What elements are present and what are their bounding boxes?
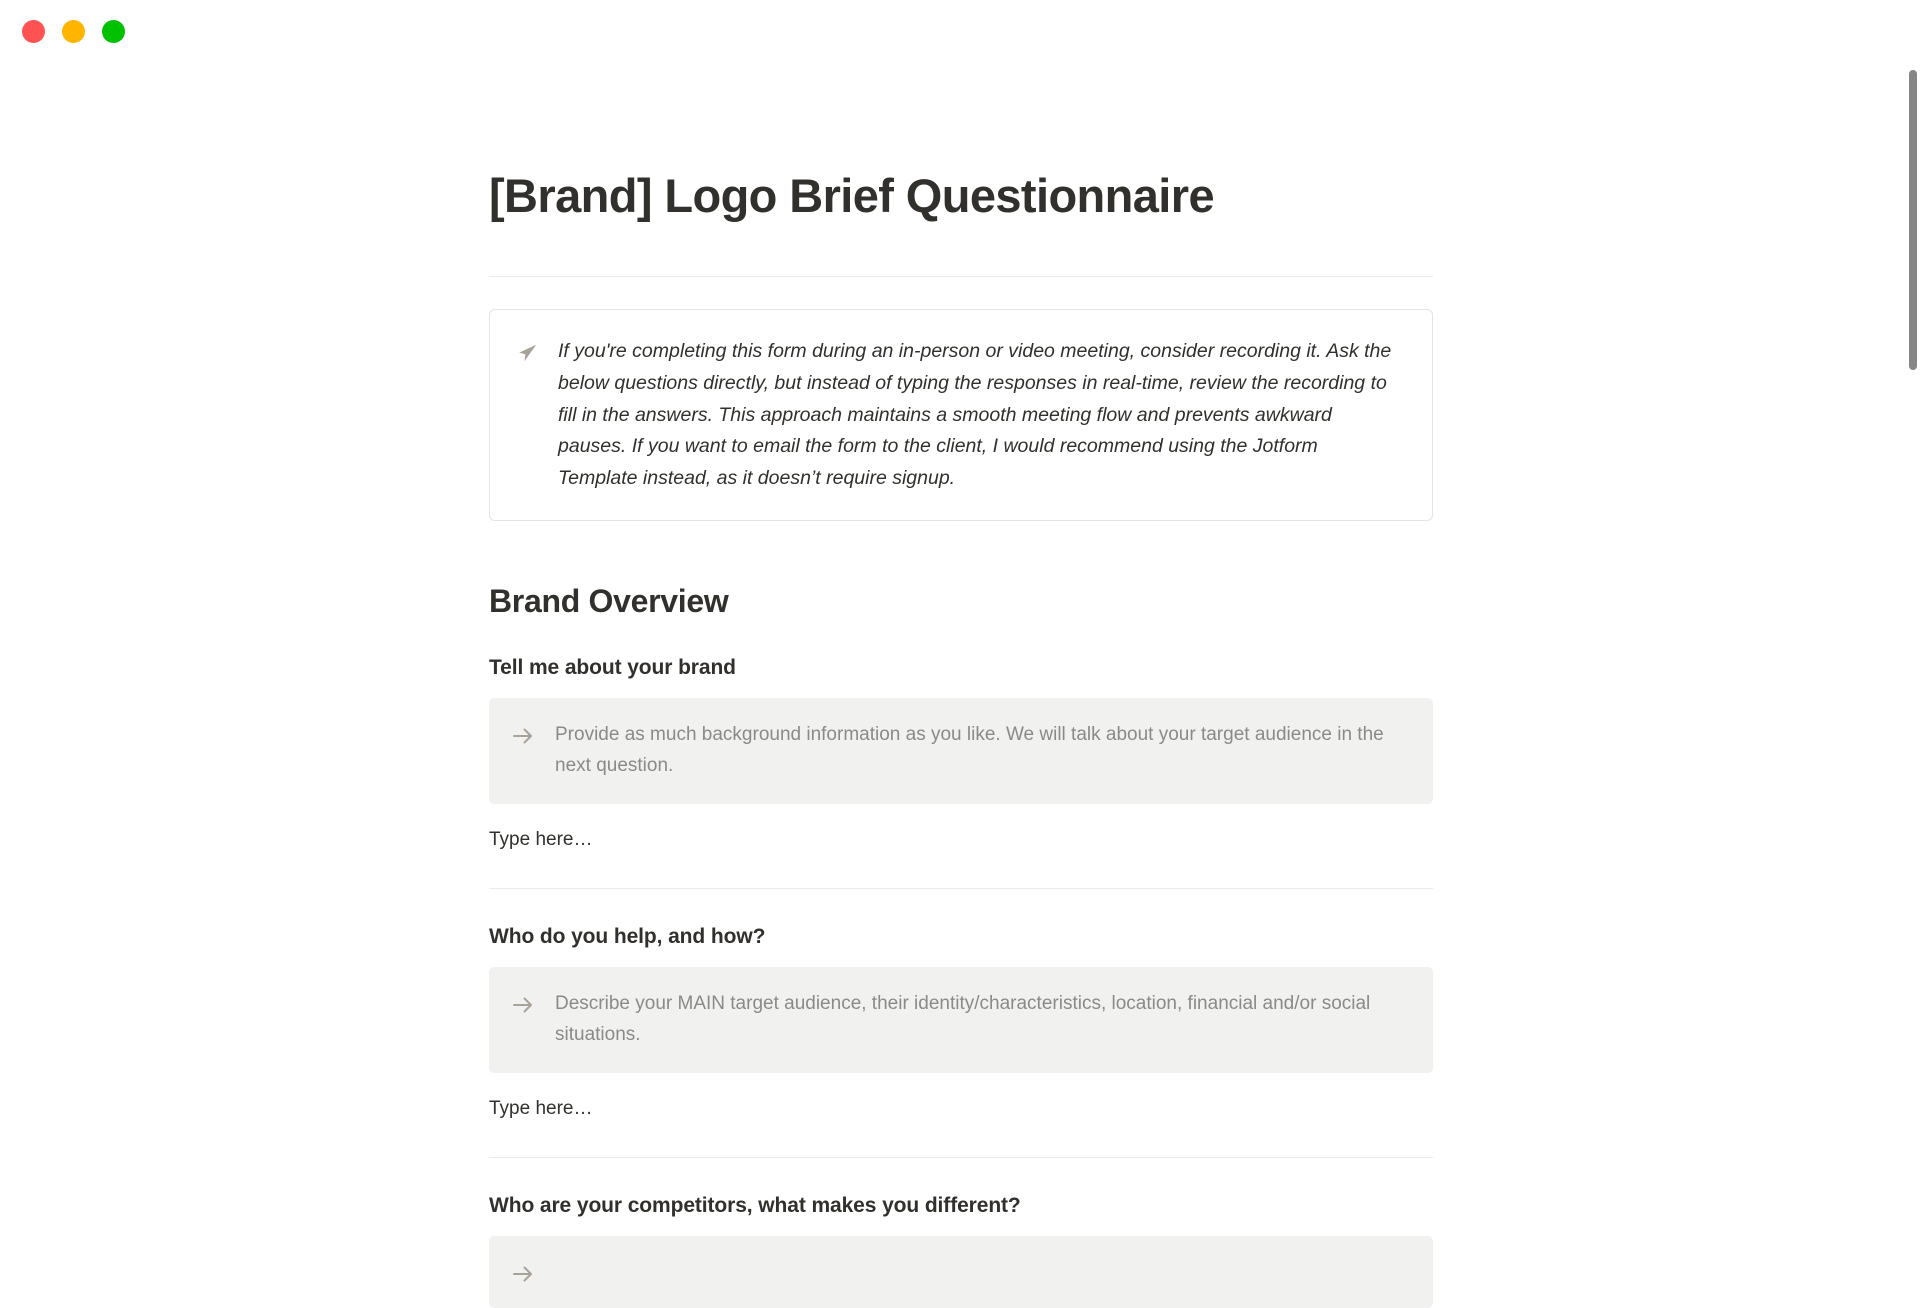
question-hint-box: [489, 1236, 1433, 1308]
vertical-scrollbar[interactable]: [1901, 0, 1920, 1200]
window-controls: [22, 20, 125, 43]
question-block: [489, 889, 1433, 1158]
answer-input[interactable]: Type here…: [489, 1097, 593, 1119]
maximize-button[interactable]: [102, 20, 125, 43]
section-heading-brand-overview: Brand Overview: [489, 583, 729, 620]
callout-text: If you're completing this form during an in-person or video meeting, consider recording it. Ask the below questions directly, but instead of typing the responses in real-time, review the recording to fill in the answers. This approach maintains a smooth meeting flow and prevents awkward pauses. If you want to email the form to the client, I would recommend using the Jotform Template instead, as it doesn’t require signup.: [558, 340, 1392, 489]
minimize-button[interactable]: [62, 20, 85, 43]
window-title-bar: [0, 0, 1920, 62]
scrollbar-thumb[interactable]: [1909, 70, 1917, 370]
question-title: Tell me about your brand: [489, 656, 736, 680]
close-button[interactable]: [22, 20, 45, 43]
question-hint-box: [489, 698, 1433, 804]
question-title: Who do you help, and how?: [489, 925, 766, 949]
document-content: [489, 0, 1433, 1308]
arrow-right-icon: [511, 1262, 535, 1286]
answer-input[interactable]: Type here…: [489, 828, 593, 850]
callout-box: [489, 309, 1433, 521]
page-title: [Brand] Logo Brief Questionnaire: [489, 169, 1214, 222]
arrow-right-icon: [511, 724, 535, 748]
arrow-right-icon: [511, 993, 535, 1017]
question-hint-text: Describe your MAIN target audience, their identity/characteristics, location, financial and/or social situations.: [555, 993, 1371, 1046]
question-hint-box: [489, 967, 1433, 1073]
question-title: Who are your competitors, what makes you different?: [489, 1194, 1021, 1218]
title-divider: [489, 276, 1433, 277]
question-block: [489, 1158, 1433, 1308]
question-hint-text: Provide as much background information as you like. We will talk about your target audience in the next question.: [555, 724, 1384, 777]
question-block: [489, 620, 1433, 889]
paper-plane-icon: [516, 342, 538, 364]
